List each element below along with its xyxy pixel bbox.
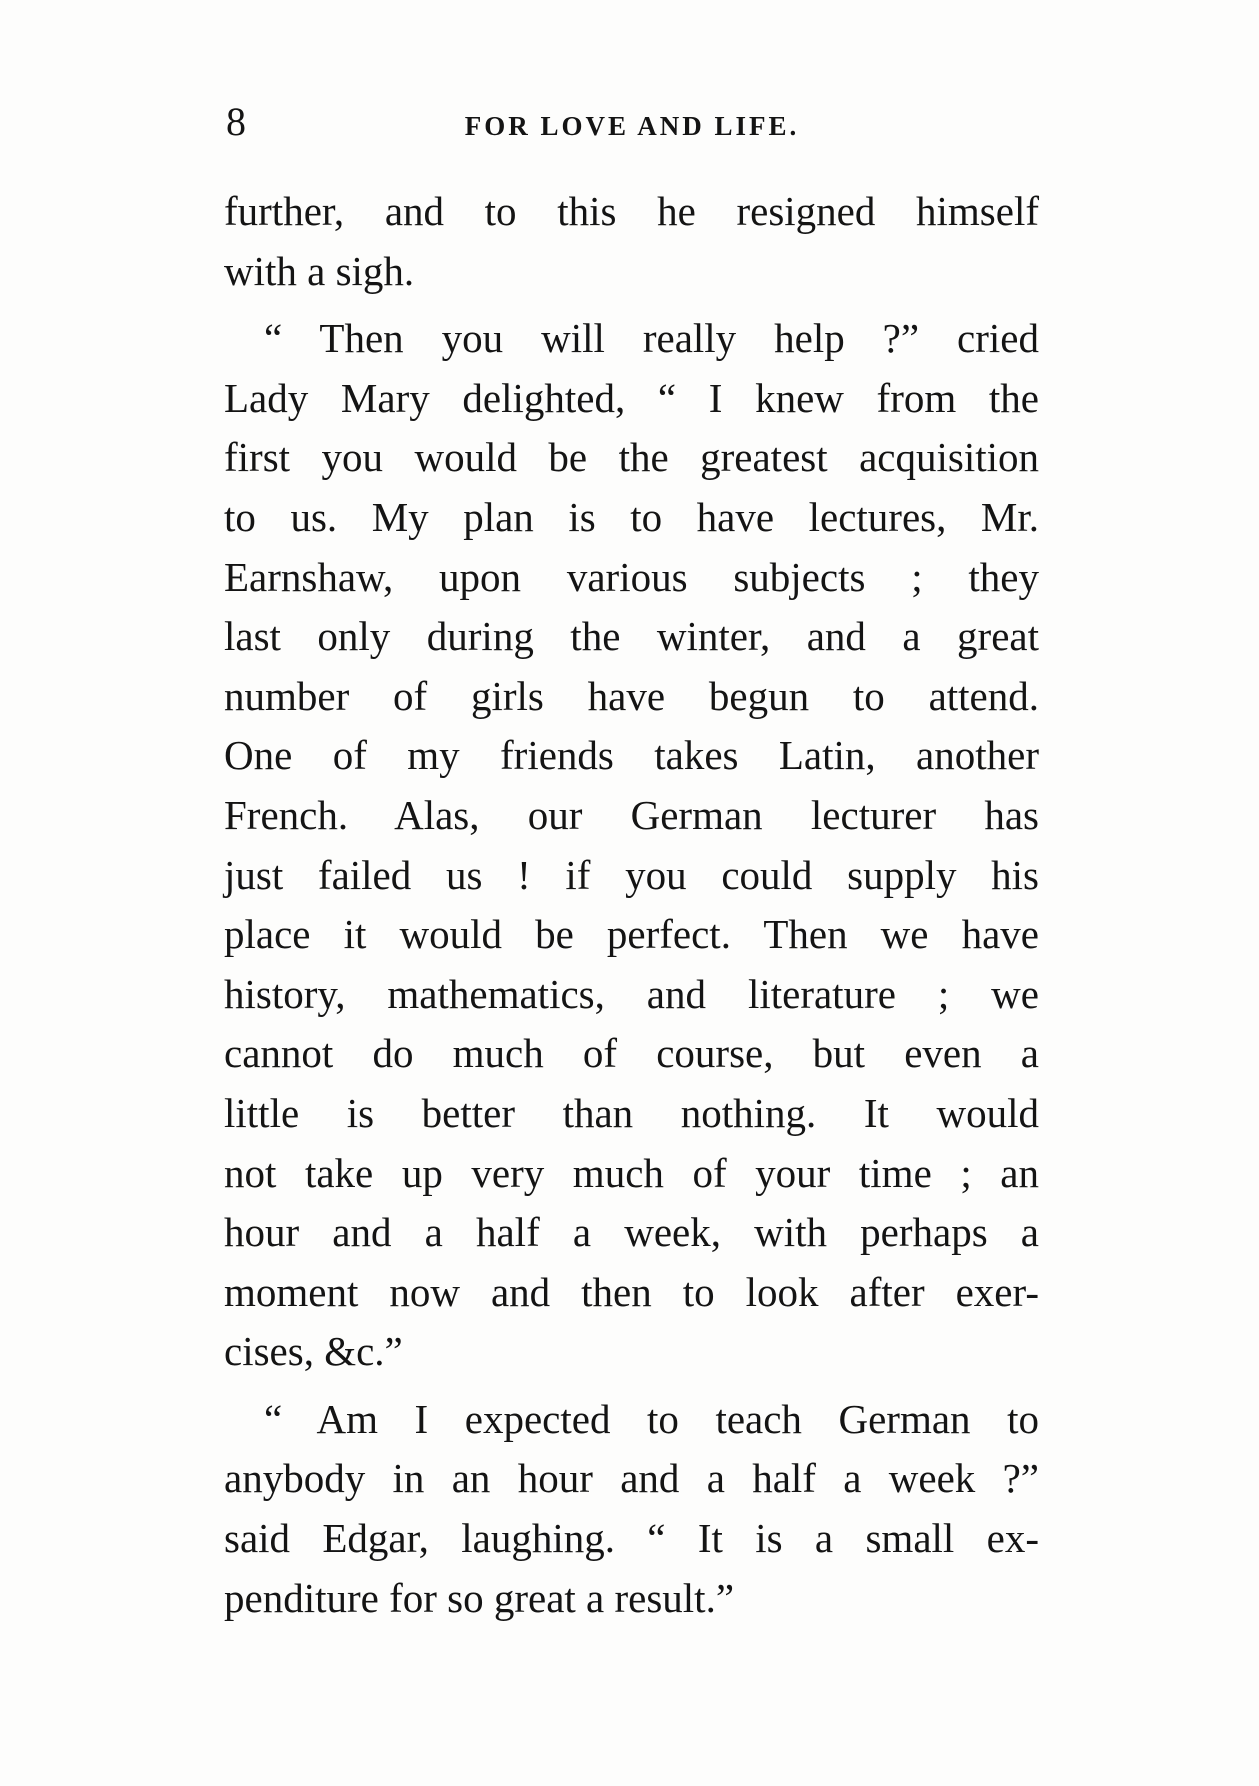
running-title: FOR LOVE AND LIFE.: [464, 111, 800, 141]
text-line: last only during the winter, and a great: [224, 613, 1039, 660]
text-line: just failed us ! if you could supply his: [224, 851, 1039, 898]
page-number: 8: [226, 99, 246, 144]
text-line: to us. My plan is to have lectures, Mr.: [224, 493, 1039, 540]
text-line: hour and a half a week, with perhaps a: [224, 1209, 1039, 1256]
text-line: cannot do much of course, but even a: [224, 1030, 1039, 1077]
text-line: One of my friends takes Latin, another: [224, 732, 1039, 779]
text-line: anybody in an hour and a half a week ?”: [224, 1455, 1039, 1502]
text-line: French. Alas, our German lecturer has: [224, 791, 1039, 838]
text-line: cises, &c.”: [224, 1328, 403, 1375]
text-line: history, mathematics, and literature ; we: [224, 970, 1039, 1017]
text-line: further, and to this he resigned himself: [224, 188, 1039, 234]
body-text: [224, 182, 1039, 1628]
text-line: with a sigh.: [224, 247, 415, 294]
text-line: not take up very much of your time ; an: [224, 1149, 1039, 1196]
text-line: moment now and then to look after exer-: [224, 1268, 1039, 1315]
paragraph-gap: [224, 301, 1039, 309]
text-line: “ Am I expected to teach German to: [264, 1395, 1039, 1442]
paragraph-gap: [224, 1382, 1039, 1390]
page-header: [226, 98, 1038, 146]
text-line: little is better than nothing. It would: [224, 1089, 1039, 1136]
text-line: place it would be perfect. Then we have: [224, 911, 1039, 958]
text-line: first you would be the greatest acquisition: [224, 434, 1039, 481]
text-line: Earnshaw, upon various subjects ; they: [224, 553, 1039, 600]
text-line: said Edgar, laughing. “ It is a small ex-: [224, 1515, 1039, 1562]
text-line: penditure for so great a result.”: [224, 1574, 735, 1621]
text-line: Lady Mary delighted, “ I knew from the: [224, 374, 1039, 421]
text-line: “ Then you will really help ?” cried: [264, 315, 1039, 362]
text-line: number of girls have begun to attend.: [224, 672, 1039, 719]
